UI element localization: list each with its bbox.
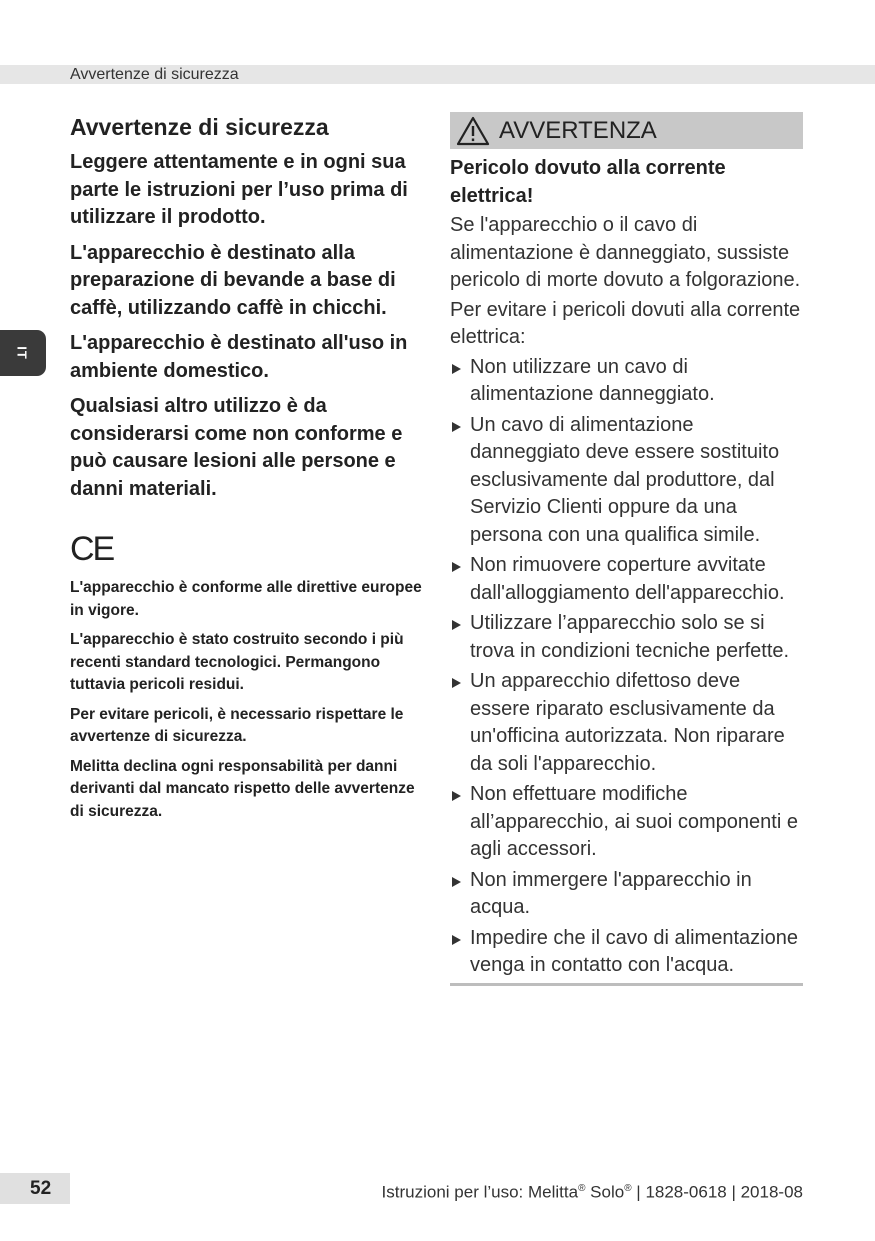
- warning-label: AVVERTENZA: [499, 116, 657, 144]
- bullet-arrow-icon: [452, 562, 461, 572]
- note-paragraph: Melitta declina ogni responsabilità per danni derivanti dal mancato rispetto delle avvertenze di sicurezza.: [70, 757, 415, 820]
- list-item: [450, 781, 803, 864]
- registered-mark: ®: [624, 1183, 632, 1194]
- note-paragraph: L'apparecchio è stato costruito secondo i più recenti standard tecnologici. Permangono tuttavia pericoli residui.: [70, 631, 404, 693]
- left-column: [70, 112, 425, 830]
- list-item-text: Non effettuare modifiche all’apparecchio, ai suoi componenti e agli accessori.: [470, 783, 798, 860]
- running-header: Avvertenze di sicurezza: [70, 66, 239, 83]
- lead-paragraph: Leggere attentamente e in ogni sua parte le istruzioni per l’uso prima di utilizzare il prodotto.: [70, 151, 408, 228]
- registered-mark: ®: [578, 1183, 586, 1194]
- list-item-text: Impedire che il cavo di alimentazione venga in contatto con l'acqua.: [470, 926, 798, 976]
- list-item-text: Utilizzare l’apparecchio solo se si trova in condizioni tecniche perfette.: [470, 612, 790, 662]
- lead-paragraph: L'apparecchio è destinato all'uso in ambiente domestico.: [70, 332, 408, 382]
- list-item: [450, 668, 803, 778]
- ce-mark-icon: CE: [70, 530, 114, 568]
- warning-box: [450, 112, 803, 986]
- bullet-arrow-icon: [452, 678, 461, 688]
- bullet-arrow-icon: [452, 620, 461, 630]
- list-item-text: Non utilizzare un cavo di alimentazione danneggiato.: [470, 355, 715, 405]
- list-item-text: Non immergere l'apparecchio in acqua.: [470, 868, 752, 918]
- warning-header: [450, 112, 803, 149]
- list-item-text: Un apparecchio difettoso deve essere riparato esclusivamente da un'officina autorizzata. Non riparare da soli l'apparecchio.: [470, 670, 785, 775]
- warning-triangle-icon: [456, 116, 490, 146]
- lead-paragraph: Qualsiasi altro utilizzo è da considerarsi come non conforme e può causare lesioni alle persone e danni materiali.: [70, 395, 403, 500]
- bullet-arrow-icon: [452, 364, 461, 374]
- list-item-text: Un cavo di alimentazione danneggiato deve essere sostituito esclusivamente dal produttore, dal Servizio Clienti oppure da una persona con una qualifica simile.: [470, 413, 780, 546]
- footer-model: Solo: [585, 1182, 625, 1202]
- footer-prefix: Istruzioni per l’uso: Melitta: [381, 1182, 579, 1202]
- list-item: [450, 354, 803, 409]
- list-item: [450, 552, 803, 607]
- footer-suffix: | 1828-0618 | 2018-08: [631, 1182, 803, 1202]
- bullet-arrow-icon: [452, 935, 461, 945]
- list-item: [450, 925, 803, 980]
- note-paragraph: Per evitare pericoli, è necessario rispettare le avvertenze di sicurezza.: [70, 705, 404, 745]
- bullet-arrow-icon: [452, 877, 461, 887]
- list-item: [450, 412, 803, 550]
- lead-paragraph: L'apparecchio è destinato alla preparazione di bevande a base di caffè, utilizzando caffè in chicchi.: [70, 241, 396, 319]
- warning-list: [450, 354, 803, 980]
- list-item-text: Non rimuovere coperture avvitate dall'alloggiamento dell'apparecchio.: [470, 554, 785, 604]
- danger-intro: Se l'apparecchio o il cavo di alimentazione è danneggiato, sussiste pericolo di morte dovuto a folgorazione.: [450, 214, 801, 291]
- page-number: 52: [30, 1178, 52, 1199]
- note-paragraph: L'apparecchio è conforme alle direttive europee in vigore.: [70, 579, 422, 619]
- language-tab: [0, 330, 46, 376]
- list-item: [450, 610, 803, 665]
- danger-avoid: Per evitare i pericoli dovuti alla corrente elettrica:: [450, 298, 801, 348]
- danger-title: Pericolo dovuto alla corrente elettrica!: [450, 157, 726, 207]
- section-title: Avvertenze di sicurezza: [70, 114, 329, 140]
- warning-bottom-rule: [450, 983, 803, 986]
- footer-text: [382, 1173, 803, 1208]
- bullet-arrow-icon: [452, 422, 461, 432]
- list-item: [450, 867, 803, 922]
- language-tab-label: IT: [14, 346, 30, 360]
- bullet-arrow-icon: [452, 791, 461, 801]
